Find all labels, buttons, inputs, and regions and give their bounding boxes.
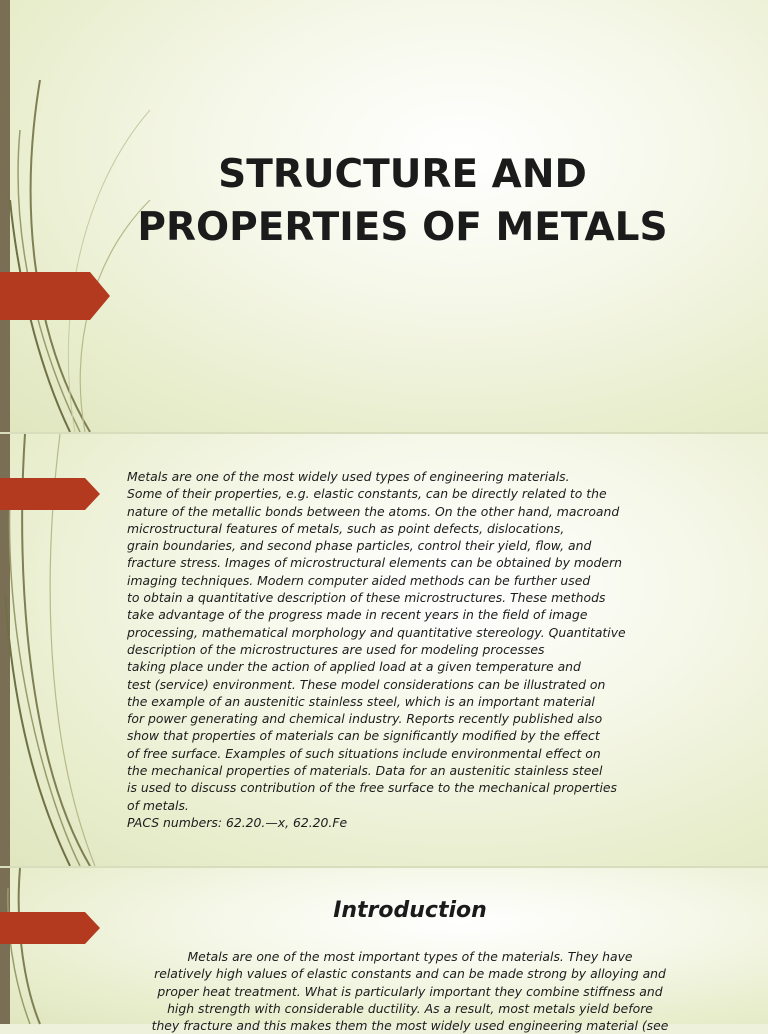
intro-line: relatively high values of elastic constants and can be made strong by alloying and	[154, 966, 666, 982]
intro-line: Metals are one of the most important types of the materials. They have	[187, 949, 633, 964]
abstract-line: take advantage of the progress made in recent years in the field of image	[127, 607, 588, 623]
abstract-line: of free surface. Examples of such situations include environmental effect on	[127, 745, 601, 761]
intro-line: they fracture and this makes them the most widely used engineering material (see	[151, 1018, 669, 1034]
arrow-tab-icon	[0, 912, 100, 944]
abstract-line: to obtain a quantitative description of these microstructures. These methods	[127, 590, 606, 606]
abstract-line: imaging techniques. Modern computer aided methods can be further used	[127, 572, 591, 588]
intro-line: high strength with considerable ductility. As a result, most metals yield before	[167, 1000, 653, 1016]
abstract-line: Some of their properties, e.g. elastic constants, can be directly related to the	[127, 486, 607, 502]
pacs-numbers: PACS numbers: 62.20.—x, 62.20.Fe	[127, 814, 348, 830]
decorative-curves	[0, 868, 140, 1024]
arrow-tab-icon	[0, 478, 100, 510]
abstract-line: of metals.	[127, 797, 189, 813]
abstract-line: for power generating and chemical industry. Reports recently published also	[127, 711, 603, 727]
slide-left-bar	[0, 868, 10, 1024]
introduction-text	[120, 948, 700, 1034]
abstract-line: is used to discuss contribution of the free surface to the mechanical properties	[127, 780, 617, 796]
introduction-heading: Introduction	[333, 898, 487, 923]
abstract-line: description of the microstructures are used for modeling processes	[127, 641, 545, 657]
abstract-line: nature of the metallic bonds between the atoms. On the other hand, macroand	[127, 503, 620, 519]
abstract-text	[127, 468, 697, 831]
title-line-2: PROPERTIES OF METALS	[137, 205, 668, 250]
abstract-line: test (service) environment. These model considerations can be illustrated on	[127, 676, 606, 692]
abstract-line: Metals are one of the most widely used types of engineering materials.	[127, 469, 570, 484]
slide-abstract	[0, 434, 768, 866]
slide-introduction	[0, 868, 768, 1034]
abstract-line: the mechanical properties of materials. Data for an austenitic stainless steel	[127, 763, 603, 779]
abstract-line: microstructural features of metals, such as point defects, dislocations,	[127, 520, 565, 536]
abstract-line: processing, mathematical morphology and quantitative stereology. Quantitative	[127, 624, 626, 640]
slide-left-bar	[0, 0, 10, 432]
slide-title	[0, 0, 768, 432]
decorative-curves	[0, 0, 140, 432]
abstract-line: show that properties of materials can be significantly modified by the effect	[127, 728, 600, 744]
abstract-line: grain boundaries, and second phase particles, control their yield, flow, and	[127, 538, 592, 554]
intro-line: proper heat treatment. What is particularly important they combine stiffness and	[157, 983, 663, 999]
abstract-line: the example of an austenitic stainless steel, which is an important material	[127, 693, 595, 709]
arrow-tab-icon	[0, 272, 110, 320]
page-title	[130, 148, 675, 254]
title-line-1: STRUCTURE AND	[218, 152, 587, 197]
abstract-line: fracture stress. Images of microstructural elements can be obtained by modern	[127, 555, 622, 571]
abstract-line: taking place under the action of applied load at a given temperature and	[127, 659, 581, 675]
